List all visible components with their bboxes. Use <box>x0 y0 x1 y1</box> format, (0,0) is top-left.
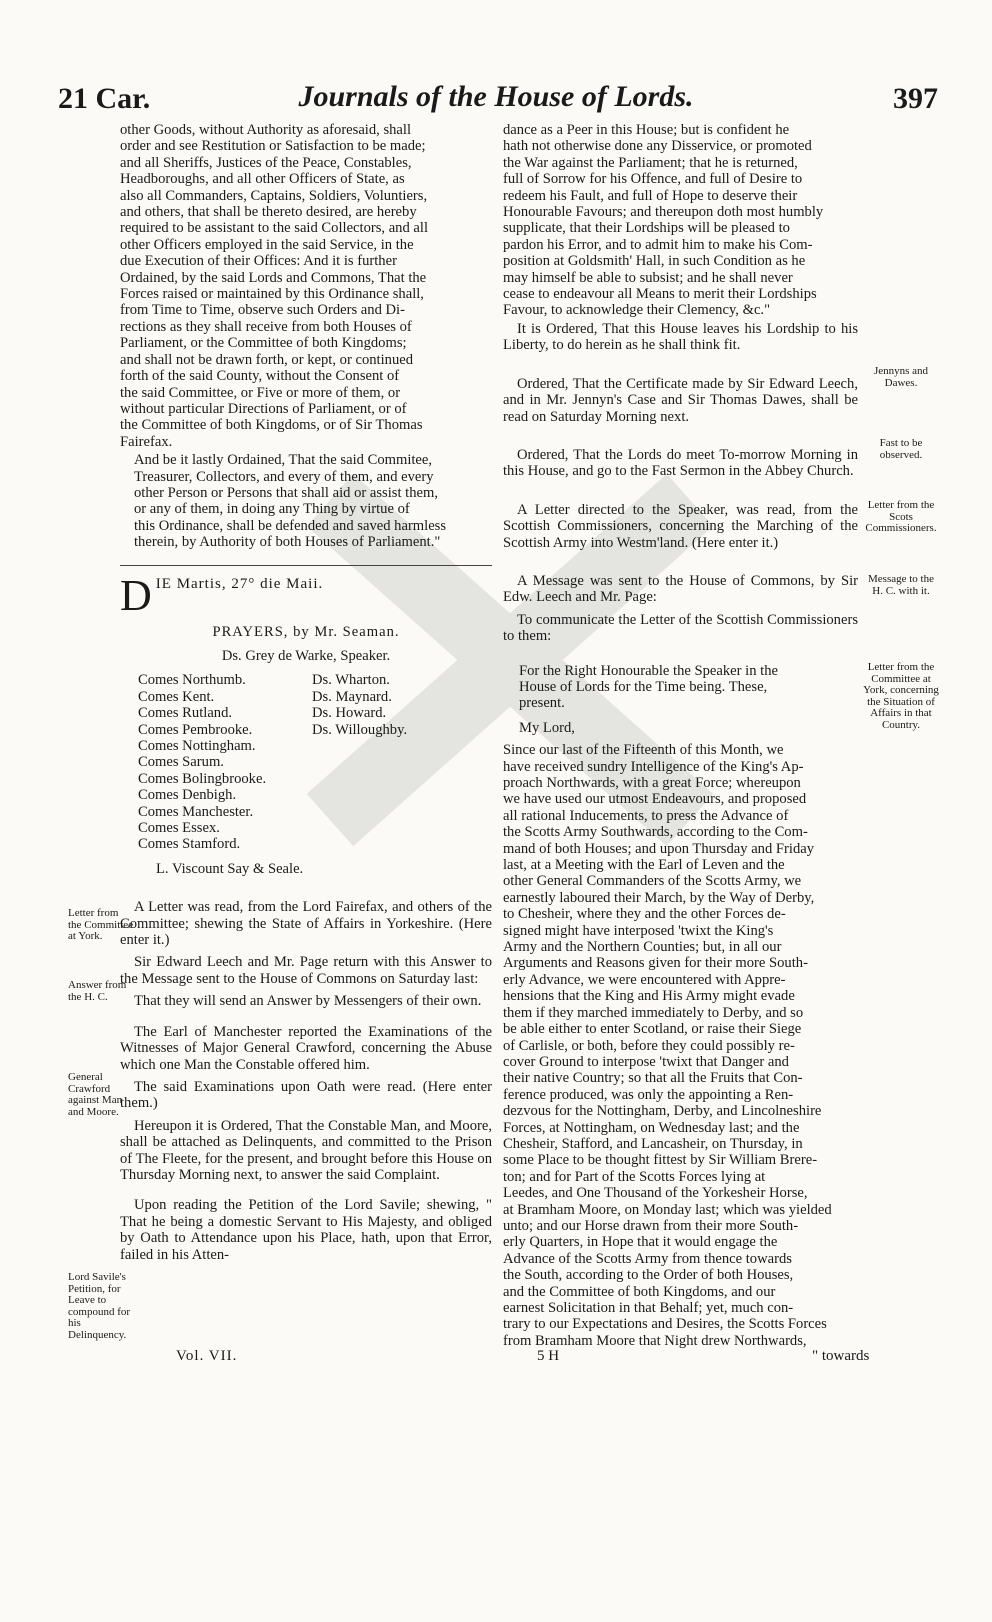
salutation-text: My Lord, <box>519 719 575 736</box>
quote-line: Treasurer, Collectors, and every of them, and every <box>134 468 434 485</box>
quote-line: due Execution of their Offices: And it is further <box>120 253 397 270</box>
quote-line: Ordained, by the said Lords and Commons, That the <box>120 269 427 286</box>
letter-line: the South, according to the Order of both Houses, <box>503 1267 794 1284</box>
letter-line: proach Northwards, with a great Force; whereupon <box>503 775 801 791</box>
quote-line: also all Commanders, Captains, Soldiers, Voluntiers, <box>120 187 428 204</box>
letter-line: Since our last of the Fifteenth of this Month, we <box>503 742 784 759</box>
paragraph-manchester-report: The Earl of Manchester reported the Examinations of the Witnesses of Major General Crawford, concerning the Abuse which one Man the Constable offered him. <box>120 1023 492 1073</box>
letter-line: earnestly laboured their March, by the Way of Derby, <box>503 889 815 906</box>
signature-mark: 5 H <box>537 1348 560 1364</box>
quote-line: cease to endeavour all Means to merit their Lordships <box>503 286 817 303</box>
address-line: House of Lords for the Time being. These, <box>519 678 768 695</box>
quote-line: the said Committee, or Five or more of them, or <box>120 384 401 401</box>
letter-line: of Carlisle, or both, before they could possibly re- <box>503 1037 795 1054</box>
quote-line: dance as a Peer in this House; but is confident he <box>503 122 790 138</box>
letter-line: cover Ground to interpose 'twixt that Danger and <box>503 1053 789 1070</box>
roster-name: Comes Kent. <box>138 688 215 705</box>
speaker-line: Ds. Grey de Warke, Speaker. <box>221 647 391 664</box>
letter-line: other General Commanders of the Scotts Army, we <box>503 873 802 890</box>
letter-line: erly Quarters, in Hope that it would engage the <box>503 1234 778 1251</box>
quote-line: rections as they shall receive from both Houses of <box>120 318 412 335</box>
paragraph-message-hc: A Message was sent to the House of Commons, by Sir Edw. Leech and Mr. Page: <box>503 572 858 606</box>
quote-line: redeem his Fault, and full of Hope to deserve their <box>503 187 798 204</box>
paragraph-fast-order: Ordered, That the Lords do meet To-morrow Morning in this House, and go to the Fast Sermon in the Abbey Church. <box>503 446 858 480</box>
quote-line: supplicate, that their Lordships will be pleased to <box>503 220 790 237</box>
roster-name: Comes Sarum. <box>138 754 224 771</box>
drop-cap: D <box>120 570 152 620</box>
paragraph-order-constable: Hereupon it is Ordered, That the Constable Man, and Moore, shall be attached as Delinquents, and committed to the Prison of The Fleete, for the present, and brought before this House on Thursday Morning next, to answer the said Complaint. <box>120 1117 492 1183</box>
letter-line: we have used our utmost Endeavours, and proposed <box>503 791 807 808</box>
quote-line: other Officers employed in the said Service, in the <box>120 236 414 253</box>
quote-line: therein, by Authority of both Houses of Parliament." <box>134 534 441 551</box>
letter-line: unto; and our Horse drawn from their more South- <box>503 1217 799 1234</box>
paragraph-liberty-order: It is Ordered, That this House leaves his Lordship to his Liberty, to do herein as he shall think fit. <box>503 320 858 354</box>
paragraph-answer-return: Sir Edward Leech and Mr. Page return with this Answer to the Message sent to the House of Commons on Saturday last: <box>120 954 492 987</box>
quote-line: other Person or Persons that shall aid or assist them, <box>134 484 438 501</box>
letter-line: Chesheir, Stafford, and Lancasheir, on Thursday, in <box>503 1135 803 1152</box>
quote-line: and all Sheriffs, Justices of the Peace, Constables, <box>120 154 412 171</box>
quote-line: position at Goldsmith' Hall, in such Condition as he <box>503 253 806 270</box>
roster-name: Ds. Maynard. <box>312 688 392 705</box>
letter-line: mand of both Houses; and upon Thursday and Friday <box>503 840 815 857</box>
roster-name: Comes Northumb. <box>138 672 246 689</box>
quote-line: may himself be able to subsist; and he shall never <box>503 269 793 286</box>
letter-line: all rational Inducements, to press the Advance of <box>503 807 789 824</box>
letter-line: Army and the Northern Counties; but, in all our <box>503 939 782 956</box>
ordinance-quote <box>120 122 492 450</box>
letter-line: and the Committee of both Kingdoms, and our <box>503 1283 776 1300</box>
letter-line: dezvous for the Nottingham, Derby, and Lincolneshire <box>503 1103 822 1120</box>
letter-address <box>519 663 858 712</box>
roster-name: Comes Essex. <box>138 820 220 837</box>
running-head-title: Journals of the House of Lords. <box>298 80 694 113</box>
letter-line: the Scotts Army Southwards, according to the Com- <box>503 824 808 841</box>
margin-note-scots-letter: Letter from the Scots Commissioners. <box>865 499 937 534</box>
quote-line: Headboroughs, and all other Officers of State, as <box>120 171 405 188</box>
roster-name: Comes Nottingham. <box>138 738 256 754</box>
margin-note-jennyns: Jennyns and Dawes. <box>873 365 929 389</box>
savile-petition-quote <box>503 122 858 319</box>
letter-line: trary to our Expectations and Desires, the Scotts Forces <box>503 1316 827 1333</box>
volume-label: Vol. VII. <box>176 1348 238 1364</box>
quote-line: pardon his Error, and to admit him to make his Com- <box>503 236 813 253</box>
quote-line: and others, that shall be thereto desired, are hereby <box>120 204 417 221</box>
section-divider <box>120 565 492 566</box>
letter-line: last, at a Meeting with the Earl of Leven and the <box>503 857 785 874</box>
quote-line: order and see Restitution or Satisfaction to be made; <box>120 138 426 155</box>
letter-line: ference produced, was only the appointing a Ren- <box>503 1086 794 1103</box>
roster-earls <box>138 672 298 852</box>
letter-line: them if they marched immediately to Derby, and so <box>503 1004 804 1021</box>
letter-line: have received sundry Intelligence of the King's Ap- <box>503 758 804 775</box>
running-head-left: 21 Car. <box>58 82 151 115</box>
paragraph-examinations: The said Examinations upon Oath were read. (Here enter them.) <box>120 1078 492 1112</box>
roster-barons <box>312 672 462 852</box>
quote-line: required to be assistant to the said Collectors, and all <box>120 220 429 237</box>
quote-line: the War against the Parliament; that he is returned, <box>503 154 798 171</box>
roster-name: Comes Pembrooke. <box>138 721 253 738</box>
address-line: For the Right Honourable the Speaker in the <box>519 662 778 679</box>
letter-line: hensions that the King and His Army might evade <box>503 988 795 1005</box>
letter-line: their native Country; so that all the Fruits that Con- <box>503 1070 803 1087</box>
margin-note-message: Message to the H. C. with it. <box>868 573 934 597</box>
letter-line: ton; and for Part of the Scotts Forces lying at <box>503 1168 766 1185</box>
margin-note-crawford: General Crawford against Man and Moore. <box>68 1071 123 1118</box>
quote-line: Honourable Favours; and thereupon doth most humbly <box>503 204 824 221</box>
margin-note-committee-york: Letter from the Committee at York, concerning the Situation of Affairs in that Country. <box>863 661 939 731</box>
paragraph-letter-fairefax: A Letter was read, from the Lord Fairefax, and others of the Committee; shewing the State of Affairs in Yorkeshire. (Here enter it.) <box>120 899 492 949</box>
paragraph-answer-text: That they will send an Answer by Messengers of their own. <box>134 993 482 1010</box>
roster-name: Comes Rutland. <box>138 705 233 722</box>
committee-letter-body <box>503 742 858 1349</box>
quote-line: full of Sorrow for his Offence, and full of Desire to <box>503 171 803 188</box>
margin-note-fast: Fast to be observed. <box>879 437 923 461</box>
roster-name: Ds. Wharton. <box>312 672 390 689</box>
right-column <box>503 122 858 1349</box>
left-column <box>120 122 492 1269</box>
quote-line: other Goods, without Authority as aforesaid, shall <box>120 122 412 138</box>
letter-line: be able either to enter Scotland, or raise their Siege <box>503 1021 802 1038</box>
letter-line: at Bramham Moore, on Monday last; which was yielded <box>503 1201 832 1218</box>
quote-line: hath not otherwise done any Disservice, or promoted <box>503 138 812 155</box>
page-number: 397 <box>893 82 938 115</box>
letter-line: Forces, at Nottingham, on Wednesday last; and the <box>503 1119 800 1136</box>
viscount-line: L. Viscount Say & Seale. <box>156 860 304 877</box>
quote-line: from Time to Time, observe such Orders and Di- <box>120 302 405 319</box>
letter-line: Arguments and Reasons given for their more South- <box>503 955 808 972</box>
margin-note-answer-hc: Answer from the H. C. <box>68 979 127 1003</box>
quote-line: Forces raised or maintained by this Ordinance shall, <box>120 286 424 303</box>
ordinance-quote-final <box>120 452 492 550</box>
letter-line: Advance of the Scotts Army from thence towards <box>503 1250 792 1267</box>
catchword: " towards <box>812 1348 870 1364</box>
letter-line: Leedes, and One Thousand of the Yorkesheir Horse, <box>503 1185 808 1202</box>
letter-line: signed might have interposed 'twixt the King's <box>503 922 774 939</box>
letter-line: to Chesheir, where they and the other Forces de- <box>503 906 786 923</box>
attendance-roster <box>138 672 492 852</box>
margin-note-savile: Lord Savile's Petition, for Leave to compound for his Delinquency. <box>68 1271 131 1341</box>
quote-line: this Ordinance, shall be defended and saved harmless <box>134 517 447 534</box>
quote-line: Fairefax. <box>120 433 173 450</box>
roster-name: Comes Bolingbrooke. <box>138 770 267 787</box>
quote-line: Favour, to acknowledge their Clemency, &c." <box>503 302 771 319</box>
paragraph-savile-petition: Upon reading the Petition of the Lord Savile; shewing, " That he being a domestic Servant to His Majesty, and obliged by Oath to Attendance upon his Place, hath, upon that Error, failed in his Atten- <box>120 1197 492 1263</box>
quote-line: the Committee of both Kingdoms, or of Sir Thomas <box>120 417 423 434</box>
margin-note-letter-york: Letter from the Committee at York. <box>68 907 134 942</box>
paragraph-scots-letter: A Letter directed to the Speaker, was read, from the Scottish Commissioners, concerning the Marching of the Scottish Army into Westm'land. (Here enter it.) <box>503 501 858 551</box>
quote-line: And be it lastly Ordained, That the said Commitee, <box>134 452 433 469</box>
quote-line: forth of the said County, without the Consent of <box>120 368 400 385</box>
quote-line: without particular Directions of Parliament, or of <box>120 400 407 417</box>
letter-line: from Bramham Moore that Night drew Northwards, <box>503 1332 807 1349</box>
letter-salutation <box>519 720 858 736</box>
quote-line: Parliament, or the Committee of both Kingdoms; <box>120 335 407 352</box>
letter-line: erly Advance, we were encountered with Appre- <box>503 971 786 988</box>
roster-name: Ds. Howard. <box>312 705 387 722</box>
quote-line: and shall not be drawn forth, or kept, or continued <box>120 351 414 368</box>
roster-name: Ds. Willoughby. <box>312 721 408 738</box>
address-line: present. <box>519 695 565 712</box>
prayers-line: PRAYERS, by Mr. Seaman. <box>212 623 400 640</box>
date-heading <box>120 570 492 620</box>
quote-line: or any of them, in doing any Thing by virtue of <box>134 501 410 518</box>
letter-line: some Place to be thought fittest by Sir William Brere- <box>503 1152 818 1169</box>
roster-name: Comes Stamford. <box>138 836 241 853</box>
date-heading-text: IE Martis, 27° die Maii. <box>155 575 324 592</box>
roster-name: Comes Denbigh. <box>138 787 237 804</box>
letter-line: earnest Solicitation in that Behalf; yet, much con- <box>503 1300 794 1316</box>
roster-name: Comes Manchester. <box>138 803 254 820</box>
paragraph-certificate-order: Ordered, That the Certificate made by Sir Edward Leech, and in Mr. Jennyn's Case and Sir Thomas Dawes, shall be read on Saturday Morning next. <box>503 375 858 425</box>
paragraph-communicate: To communicate the Letter of the Scottish Commissioners to them: <box>503 611 858 645</box>
